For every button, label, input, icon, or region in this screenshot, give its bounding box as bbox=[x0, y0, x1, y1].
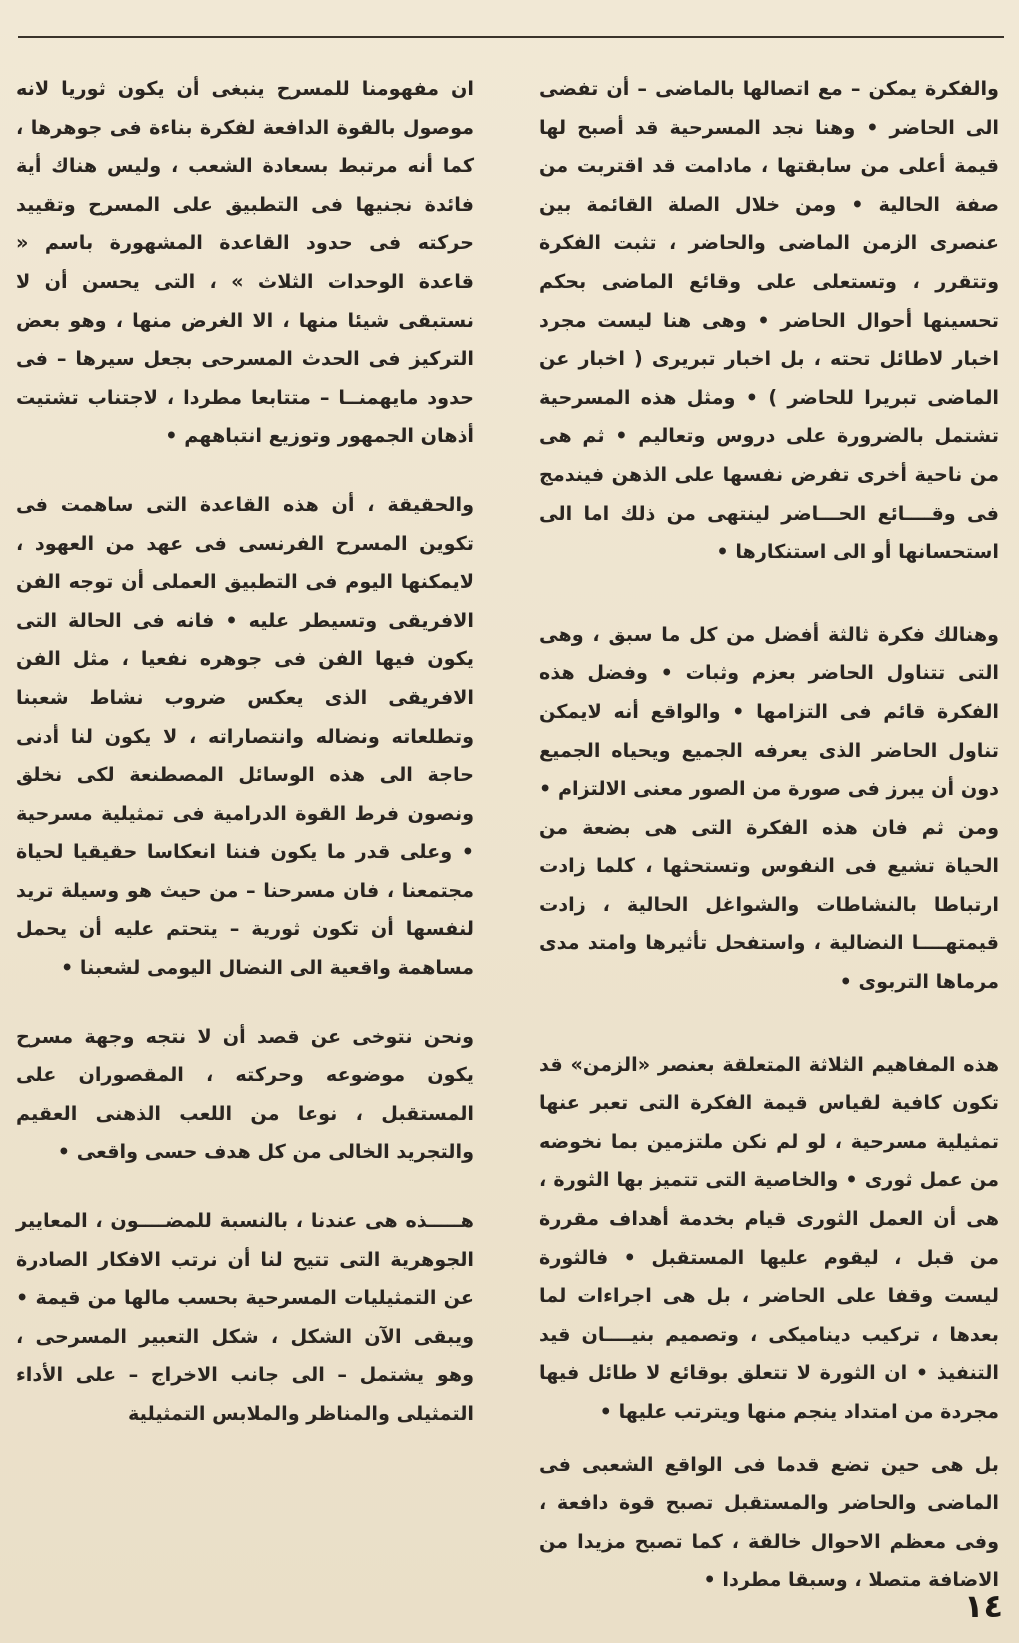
page-number: ١٤ bbox=[963, 1587, 1003, 1625]
paragraph: ان مفهومنا للمسرح ينبغى أن يكون ثوريا لانه موصول بالقوة الدافعة لفكرة بناءة فى جوهرها ، كما أنه مرتبط بسعادة الشعب ، وليس هناك أية فائدة نجنيها فى التطبيق على المسرح وتقييد حركته فى حدود القاعدة المشهورة باسم « قاعدة الوحدات الثلاث » ، التى يحسن أن لا نستبقى شيئا منها ، الا الغرض منها ، وهو بعض التركيز فى الحدث المسرحى بجعل سيرها – فى حدود مايهمنــا – متتابعا مطردا ، لاجتناب تشتيت أذهان الجمهور وتوزيع انتباههم • bbox=[16, 77, 474, 448]
paragraph: هذه المفاهيم الثلاثة المتعلقة بعنصر «الزمن» قد تكون كافية لقياس قيمة الفكرة التى تعبر عنها تمثيلية مسرحية ، لو لم نكن ملتزمين بما نخوضه من عمل ثورى • والخاصية التى تتميز بها الثورة ، هى أن العمل الثورى قيام بخدمة أهداف مقررة من قبل ، ليقوم عليها المستقبل • فالثورة ليست وقفا على الحاضر ، بل هى اجراءات لما بعدها ، تركيب ديناميكى ، وتصميم بنيــــان قيد التنفيذ • ان الثورة لا تتعلق بوقائع لا طائل فيها مجردة من امتداد ينجم منها ويترتب عليها • bbox=[539, 1052, 999, 1423]
paragraph: ونحن نتوخى عن قصد أن لا نتجه وجهة مسرح يكون موضوعه وحركته ، المقصوران على المستقبل ، نوعا من اللعب الذهنى العقيم والتجريد الخالى من كل هدف حسى واقعى • bbox=[16, 1024, 474, 1164]
paragraph: هـــــذه هى عندنا ، بالنسبة للمضــــون ، المعايير الجوهرية التى تتيح لنا أن نرتب الافكار الصادرة عن التمثيليات المسرحية بحسب مالها من قيمة • ويبقى الآن الشكل ، شكل التعبير المسرحى ، وهو يشتمل – الى جانب الاخراج – على الأداء التمثيلى والمناظر والملابس التمثيلية bbox=[16, 1209, 474, 1425]
left-column bbox=[16, 70, 474, 1434]
right-column bbox=[539, 70, 999, 1600]
paragraph: والفكرة يمكن – مع اتصالها بالماضى – أن تفضى الى الحاضر • وهنا نجد المسرحية قد أصبح لها قيمة أعلى من سابقتها ، مادامت قد اقتربت من صفة الحالية • ومن خلال الصلة القائمة بين عنصرى الزمن الماضى والحاضر ، تثبت الفكرة وتتقرر ، وتستعلى على وقائع الماضى بحكم تحسينها أحوال الحاضر • وهى هنا ليست مجرد اخبار لاطائل تحته ، بل اخبار تبريرى ( اخبار عن الماضى تبريرا للحاضر ) • ومثل هذه المسرحية تشتمل بالضرورة على دروس وتعاليم • ثم هى من ناحية أخرى تفرض نفسها على الذهن فيندمج فى وقــــائع الحـــاضر لينتهى من ذلك اما الى استحسانها أو الى استنكارها • bbox=[539, 77, 999, 564]
paragraph: بل هى حين تضع قدما فى الواقع الشعبى فى الماضى والحاضر والمستقبل تصبح قوة دافعة ، وفى معظم الاحوال خالقة ، كما تصبح مزيدا من الاضافة متصلا ، وسبقا مطردا • bbox=[539, 1452, 999, 1592]
paragraph: والحقيقة ، أن هذه القاعدة التى ساهمت فى تكوين المسرح الفرنسى فى عهد من العهود ، لايمكنها اليوم فى التطبيق العملى أن توجه الفن الافريقى وتسيطر عليه • فانه فى الحالة التى يكون فيها الفن فى جوهره نفعيا ، مثل الفن الافريقى الذى يعكس ضروب نشاط شعبنا وتطلعاته ونضاله وانتصاراته ، لا يكون لنا أدنى حاجة الى هذه الوسائل المصطنعة لكى نخلق ونصون فرط القوة الدرامية فى تمثيلية مسرحية • وعلى قدر ما يكون فننا انعكاسا حقيقيا لحياة مجتمعنا ، فان مسرحنا – من حيث هو وسيلة تريد لنفسها أن تكون ثورية – يتحتم عليه أن يحمل مساهمة واقعية الى النضال اليومى لشعبنا • bbox=[16, 492, 474, 980]
top-rule bbox=[18, 36, 1004, 38]
paragraph: وهنالك فكرة ثالثة أفضل من كل ما سبق ، وهى التى تتناول الحاضر بعزم وثبات • وفضل هذه الفكرة قائم فى التزامها • والواقع أنه لايمكن تناول الحاضر الذى يعرفه الجميع ويحياه الجميع دون أن يبرز فى صورة من الصور معنى الالتزام • ومن ثم فان هذه الفكرة التى هى بضعة من الحياة تشيع فى النفوس وتستحثها ، كلما زادت ارتباطا بالنشاطات والشواغل الحالية ، زادت قيمتهــــا النضالية ، واستفحل تأثيرها وامتد مدى مرماها التربوى • bbox=[539, 622, 999, 994]
